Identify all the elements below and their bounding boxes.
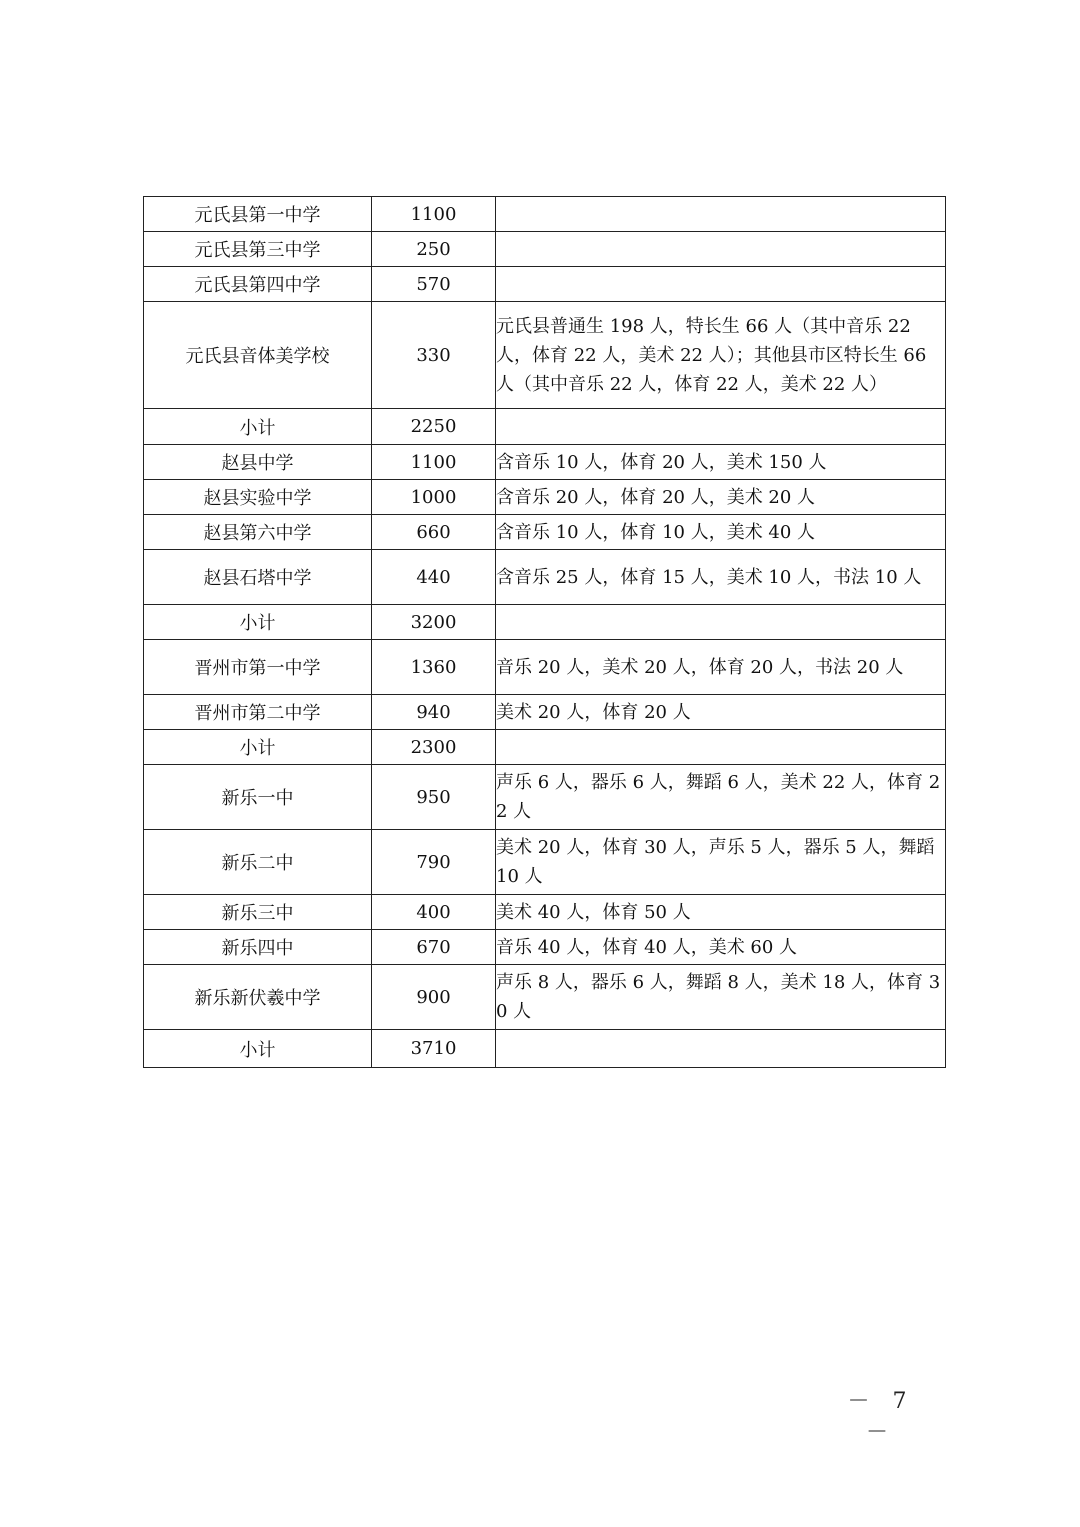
table-row xyxy=(144,605,946,640)
note-cell xyxy=(496,1030,946,1068)
school-cell: 赵县第六中学 xyxy=(144,515,372,550)
page-number: － 7 － xyxy=(847,1389,915,1445)
table-row xyxy=(144,695,946,730)
table-row xyxy=(144,232,946,267)
subtotal-label-cell: 小计 xyxy=(144,409,372,445)
school-cell: 新乐二中 xyxy=(144,830,372,895)
quota-cell: 250 xyxy=(372,232,496,267)
school-cell: 新乐四中 xyxy=(144,930,372,965)
school-cell: 新乐一中 xyxy=(144,765,372,830)
quota-cell: 670 xyxy=(372,930,496,965)
subtotal-cell: 3710 xyxy=(372,1030,496,1068)
school-cell: 元氏县第四中学 xyxy=(144,267,372,302)
subtotal-cell: 3200 xyxy=(372,605,496,640)
school-cell: 赵县实验中学 xyxy=(144,480,372,515)
table-row xyxy=(144,830,946,895)
quota-cell: 940 xyxy=(372,695,496,730)
enrollment-table xyxy=(143,196,946,1068)
table-row xyxy=(144,765,946,830)
school-cell: 元氏县第一中学 xyxy=(144,197,372,232)
subtotal-label-cell: 小计 xyxy=(144,1030,372,1068)
table-row xyxy=(144,515,946,550)
table-row xyxy=(144,965,946,1030)
note-cell: 声乐 8 人，器乐 6 人，舞蹈 8 人，美术 18 人，体育 30 人 xyxy=(496,965,946,1030)
note-cell xyxy=(496,232,946,267)
table-row xyxy=(144,550,946,605)
quota-cell: 400 xyxy=(372,895,496,930)
table-row xyxy=(144,302,946,409)
note-cell: 美术 40 人，体育 50 人 xyxy=(496,895,946,930)
quota-cell: 660 xyxy=(372,515,496,550)
note-cell: 含音乐 10 人，体育 20 人，美术 150 人 xyxy=(496,445,946,480)
school-cell: 晋州市第一中学 xyxy=(144,640,372,695)
table-row xyxy=(144,480,946,515)
school-cell: 赵县石塔中学 xyxy=(144,550,372,605)
quota-cell: 570 xyxy=(372,267,496,302)
note-cell: 音乐 20 人，美术 20 人，体育 20 人，书法 20 人 xyxy=(496,640,946,695)
subtotal-label-cell: 小计 xyxy=(144,730,372,765)
note-cell: 音乐 40 人，体育 40 人，美术 60 人 xyxy=(496,930,946,965)
note-cell: 含音乐 25 人，体育 15 人，美术 10 人，书法 10 人 xyxy=(496,550,946,605)
table-row xyxy=(144,409,946,445)
note-cell xyxy=(496,605,946,640)
subtotal-label-cell: 小计 xyxy=(144,605,372,640)
table-row xyxy=(144,640,946,695)
quota-cell: 1100 xyxy=(372,197,496,232)
school-cell: 晋州市第二中学 xyxy=(144,695,372,730)
table-row xyxy=(144,930,946,965)
table-row xyxy=(144,267,946,302)
note-cell: 美术 20 人，体育 30 人，声乐 5 人，器乐 5 人，舞蹈 10 人 xyxy=(496,830,946,895)
table-row xyxy=(144,197,946,232)
note-cell: 含音乐 20 人，体育 20 人，美术 20 人 xyxy=(496,480,946,515)
note-cell: 元氏县普通生 198 人，特长生 66 人（其中音乐 22 人，体育 22 人，美术 22 人）；其他县市区特长生 66 人（其中音乐 22 人，体育 22 人，美术 22 人） xyxy=(496,302,946,409)
note-cell xyxy=(496,730,946,765)
note-cell: 含音乐 10 人，体育 10 人，美术 40 人 xyxy=(496,515,946,550)
quota-cell: 440 xyxy=(372,550,496,605)
school-cell: 赵县中学 xyxy=(144,445,372,480)
table-row xyxy=(144,895,946,930)
table-row xyxy=(144,445,946,480)
quota-cell: 790 xyxy=(372,830,496,895)
note-cell xyxy=(496,197,946,232)
table-row xyxy=(144,730,946,765)
quota-cell: 1360 xyxy=(372,640,496,695)
school-cell: 元氏县音体美学校 xyxy=(144,302,372,409)
quota-cell: 1100 xyxy=(372,445,496,480)
note-cell: 美术 20 人，体育 20 人 xyxy=(496,695,946,730)
subtotal-cell: 2250 xyxy=(372,409,496,445)
table-row xyxy=(144,1030,946,1068)
note-cell xyxy=(496,267,946,302)
quota-cell: 900 xyxy=(372,965,496,1030)
school-cell: 元氏县第三中学 xyxy=(144,232,372,267)
subtotal-cell: 2300 xyxy=(372,730,496,765)
note-cell: 声乐 6 人，器乐 6 人，舞蹈 6 人，美术 22 人，体育 22 人 xyxy=(496,765,946,830)
school-cell: 新乐新伏羲中学 xyxy=(144,965,372,1030)
quota-cell: 950 xyxy=(372,765,496,830)
quota-cell: 1000 xyxy=(372,480,496,515)
note-cell xyxy=(496,409,946,445)
quota-cell: 330 xyxy=(372,302,496,409)
school-cell: 新乐三中 xyxy=(144,895,372,930)
